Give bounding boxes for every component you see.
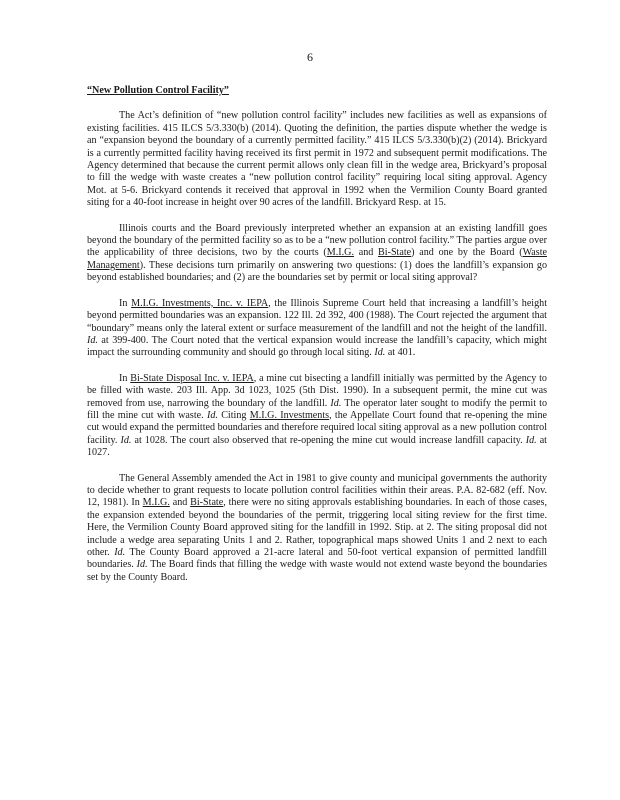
id-citation: Id. bbox=[206, 409, 218, 421]
case-citation: Bi-State bbox=[378, 247, 412, 259]
paragraph-text: The Act’s definition of “new pollution control facility” includes new facilities as well as expansions of existing facilities. 415 ILCS 5/3.330(b) (2014). Quoting the definition, the parties dispute whether the wedge is an “expansion beyond the boundary of a currently permitted facility.” 415 ILCS 5/3.330(b)(2) (2014). Brickyard is a currently permitted facility having received its first permit in 1972 and subsequent permit modifications. The Agency determined that because the current permit allows only clean fill in the wedge area, Brickyard’s proposal to fill the wedge with waste creates a “new pollution control facility” requiring local siting approval. Agency Mot. at 5-6. Brickyard contends it received that approval in 1992 when the Vermilion County Board granted siting for a 40-foot increase in height over 90 acres of the landfill. Brickyard Resp. at 15. bbox=[87, 110, 547, 209]
paragraph-text: Illinois courts and the Board previously interpreted whether an expansion at an existing landfill goes beyond the boundary of the permitted facility so as to be a “new pollution control facility.” The parties argue over the applicability of three decisions, two by the courts ( bbox=[87, 222, 547, 259]
case-citation: Waste Management bbox=[87, 247, 548, 271]
paragraph-text: The operator later sought to modify the permit to fill the mine cut with waste. bbox=[87, 397, 547, 421]
page-number: 6 bbox=[307, 50, 313, 64]
paragraph-text: In bbox=[119, 297, 132, 309]
paragraph-text: , there were no siting approvals establishing boundaries. In each of those cases, the expansion extended beyond the boundaries of the permit, triggering local siting review for the first time. Here, the Vermilion County Board approved siting for the landfill in 1992. Stip. at 2. The siting proposal did not include a wedge area separating Units 1 and 2. Rather, topographical maps showed Units 1 and 2 next to each other. bbox=[87, 497, 547, 558]
paragraph-text: The County Board approved a 21-acre lateral and 50-foot vertical expansion of permitted landfill boundaries. bbox=[87, 547, 547, 571]
paragraph-general-assembly bbox=[87, 473, 547, 585]
paragraph-bi-state bbox=[87, 373, 547, 460]
id-citation: Id. bbox=[114, 547, 126, 558]
paragraph-prior-decisions bbox=[87, 223, 547, 285]
paragraph-text: , the Illinois Supreme Court held that increasing a landfill’s height beyond permitted boundaries was an expansion. 122 Ill. 2d 392, 400 (1988). The Court rejected the argument that “boundary” means only the lateral extent or surface measurement of the landfill and not the height of the landfill. bbox=[87, 297, 548, 334]
id-citation: Id. bbox=[374, 347, 386, 359]
paragraph-text: at 401. bbox=[385, 347, 416, 359]
id-citation: Id. bbox=[525, 434, 537, 446]
paragraph-text: and bbox=[353, 247, 379, 259]
case-citation: M.I.G. Investments bbox=[249, 409, 330, 421]
paragraph-text: at 1027. bbox=[87, 434, 547, 459]
paragraph-definition bbox=[87, 110, 547, 209]
case-citation: Bi-State Disposal Inc. v. IEPA bbox=[130, 372, 254, 384]
paragraph-text: ). These decisions turn primarily on answering two questions: (1) does the landfill’s expansion go beyond established boundaries; and (2) are the boundaries set by permit or local siting approval? bbox=[87, 259, 547, 284]
paragraph-text: ) and one by the Board ( bbox=[411, 247, 523, 259]
paragraph-text: at 399-400. The Court noted that the vertical expansion would increase the landfill’s capacity, which might impact the surrounding community and should go through local siting. bbox=[87, 334, 547, 359]
case-citation: M.I.G. bbox=[326, 247, 354, 259]
id-citation: Id. bbox=[120, 434, 132, 446]
paragraph-text: , a mine cut bisecting a landfill initially was permitted by the Agency to be filled with waste. 203 Ill. App. 3d 1023, 1025 (5th Dist. 1990). In a subsequent permit, the mine cut was removed from use, narrowing the boundary of the landfill. bbox=[87, 372, 547, 409]
id-citation: Id. bbox=[87, 334, 98, 346]
case-citation: M.I.G. Investments, Inc. v. IEPA bbox=[131, 297, 269, 309]
case-citation: M.I.G. bbox=[142, 497, 170, 509]
paragraph-text: and bbox=[169, 497, 191, 509]
id-citation: Id. bbox=[330, 397, 342, 409]
paragraph-mig bbox=[87, 298, 547, 360]
document-body bbox=[87, 85, 547, 584]
paragraph-text: at 1028. The court also observed that re-opening the mine cut would increase landfill capacity. bbox=[131, 434, 526, 446]
case-citation: Bi-State bbox=[190, 497, 224, 509]
paragraph-text: , the Appellate Court found that re-opening the mine cut would expand the permitted boundaries and therefore required local siting approval as a new pollution control facility. bbox=[87, 409, 548, 446]
paragraph-text: The Board finds that filling the wedge with waste would not extend waste beyond the boundaries set by the County Board. bbox=[87, 559, 547, 583]
id-citation: Id. bbox=[136, 559, 148, 571]
section-heading: “New Pollution Control Facility” bbox=[87, 85, 229, 96]
paragraph-text: The General Assembly amended the Act in 1981 to give county and municipal governments the authority to decide whether to grant requests to locate pollution control facilities within their areas. P.A. 82-682 (eff. Nov. 12, 1981). In bbox=[87, 472, 547, 509]
paragraph-text: In bbox=[119, 372, 131, 384]
paragraph-text: Citing bbox=[217, 409, 250, 421]
